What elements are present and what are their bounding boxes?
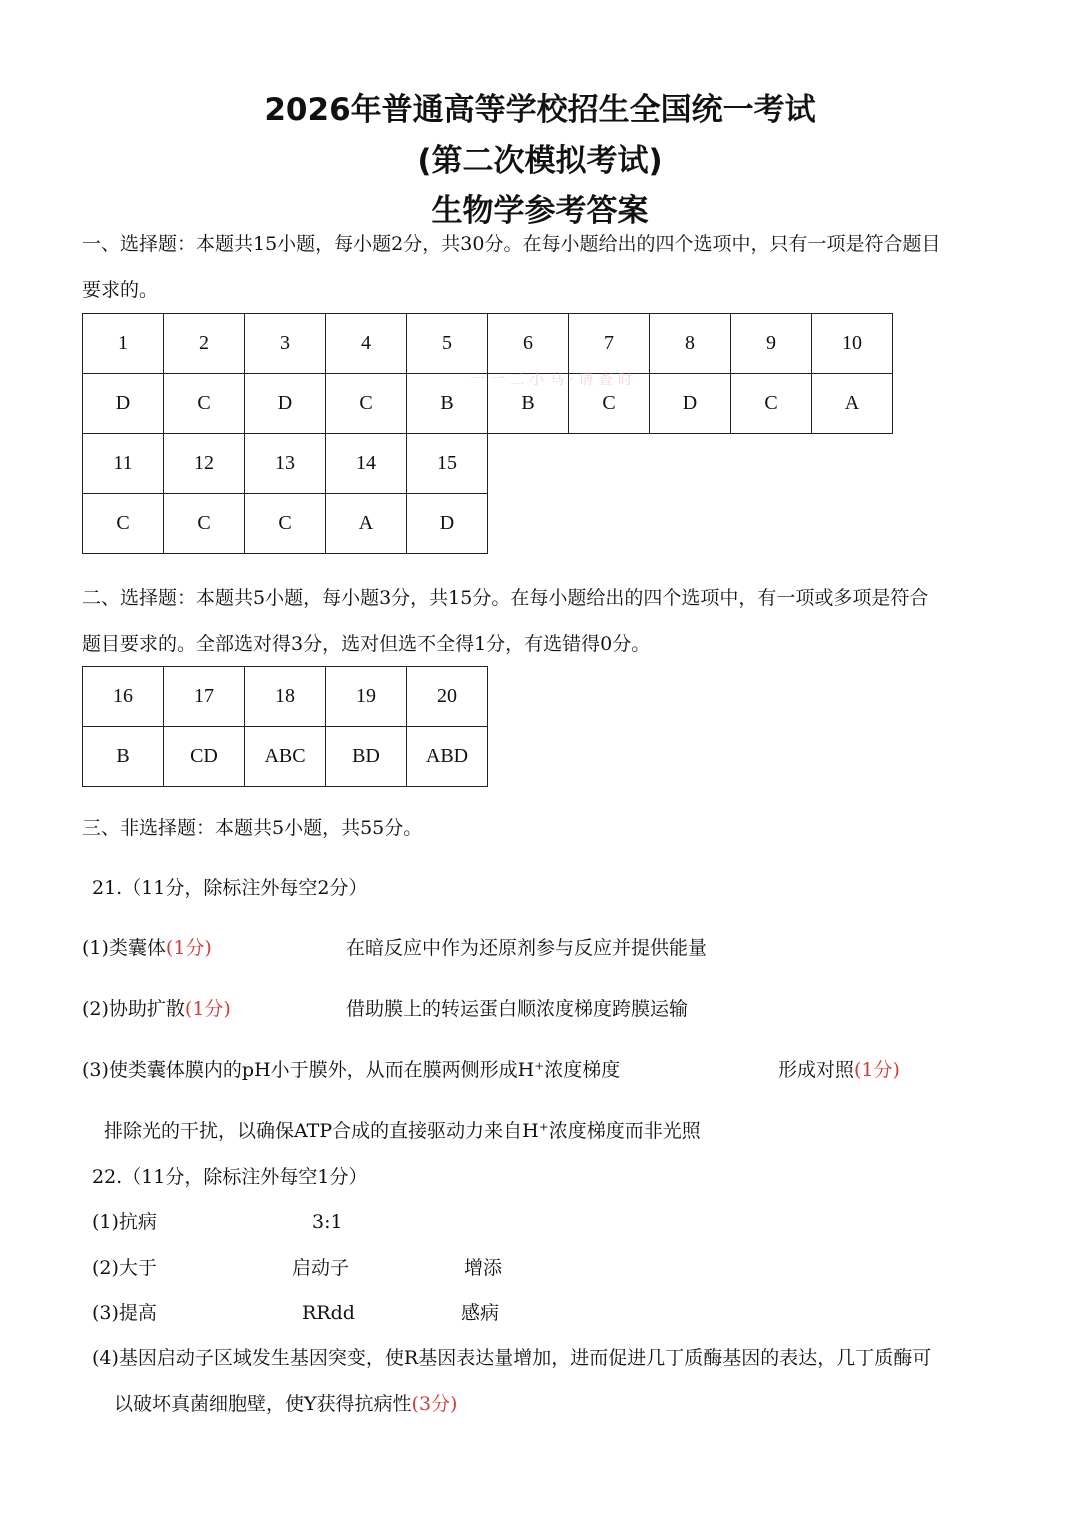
- answer-cell: BD: [326, 727, 407, 787]
- q22-part4-score: (3分): [411, 1393, 458, 1415]
- question-number: 16: [83, 667, 164, 727]
- section3-intro: 三、非选择题：本题共5小题，共55分。: [82, 817, 423, 839]
- question-number: 13: [245, 434, 326, 494]
- section1-intro-line1: 一、选择题：本题共15小题，每小题2分，共30分。在每小题给出的四个选项中，只有一项是符合题目: [82, 233, 941, 255]
- question-number: 11: [83, 434, 164, 494]
- q21-part2-explanation: 借助膜上的转运蛋白顺浓度梯度跨膜运输: [346, 998, 689, 1020]
- question-number: 18: [245, 667, 326, 727]
- title-line-2: (第二次模拟考试): [417, 143, 663, 179]
- question-number: 9: [731, 314, 812, 374]
- answer-cell: A: [812, 374, 893, 434]
- question-number: 5: [407, 314, 488, 374]
- q22-part4-line1: (4)基因启动子区域发生基因突变，使R基因表达量增加，进而促进几丁质酶基因的表达，几丁质酶可: [92, 1347, 932, 1369]
- q22-part2-answer-c: 增添: [464, 1257, 503, 1279]
- question-number: 19: [326, 667, 407, 727]
- q21-part2-score: (1分): [184, 998, 231, 1020]
- answer-cell: D: [245, 374, 326, 434]
- question-number: 3: [245, 314, 326, 374]
- answer-cell: CD: [164, 727, 245, 787]
- answer-cell: C: [245, 494, 326, 554]
- question-number: 14: [326, 434, 407, 494]
- question-number: 17: [164, 667, 245, 727]
- answer-cell: D: [83, 374, 164, 434]
- q22-part2-answer-a: (2)大于: [92, 1257, 157, 1279]
- question-number: 10: [812, 314, 893, 374]
- answer-cell: A: [326, 494, 407, 554]
- q21-header: 21.（11分，除标注外每空2分）: [92, 877, 368, 899]
- table-row: [83, 727, 488, 787]
- question-number: 4: [326, 314, 407, 374]
- question-number: 15: [407, 434, 488, 494]
- answer-cell: C: [164, 494, 245, 554]
- q21-part3-second: [778, 1057, 900, 1083]
- question-number: 20: [407, 667, 488, 727]
- title-line-1: 2026年普通高等学校招生全国统一考试: [264, 92, 816, 128]
- question-number: 2: [164, 314, 245, 374]
- answer-cell: C: [731, 374, 812, 434]
- q21-part1-explanation: 在暗反应中作为还原剂参与反应并提供能量: [346, 937, 708, 959]
- q22-part2-answer-b: 启动子: [292, 1257, 350, 1279]
- q22-part3-answer-b: RRdd: [302, 1302, 355, 1324]
- q22-part1-answer-b: 3:1: [312, 1211, 343, 1233]
- answer-cell: ABC: [245, 727, 326, 787]
- answer-cell: D: [407, 494, 488, 554]
- q22-header: 22.（11分，除标注外每空1分）: [92, 1166, 368, 1188]
- table-row: [83, 667, 488, 727]
- section1-intro-line2: 要求的。: [82, 279, 159, 301]
- q21-part2-term: (2)协助扩散: [82, 998, 185, 1020]
- q21-part3-answer: (3)使类囊体膜内的pH小于膜外，从而在膜两侧形成H⁺浓度梯度: [82, 1059, 621, 1081]
- q22-part4-text: 以破坏真菌细胞壁，使Y获得抗病性: [114, 1393, 412, 1415]
- question-number: 12: [164, 434, 245, 494]
- q22-part3-answer-a: (3)提高: [92, 1302, 157, 1324]
- table-row: [83, 494, 893, 554]
- q21-part3-score: (1分): [854, 1059, 900, 1081]
- question-number: 1: [83, 314, 164, 374]
- q21-part3-term: 形成对照: [778, 1059, 855, 1081]
- answer-cell: B: [488, 374, 569, 434]
- question-number: 6: [488, 314, 569, 374]
- q21-part3-explanation: 排除光的干扰，以确保ATP合成的直接驱动力来自H⁺浓度梯度而非光照: [104, 1120, 701, 1142]
- question-number: 7: [569, 314, 650, 374]
- section2-answer-table: [82, 666, 488, 787]
- q22-part1-answer-a: (1)抗病: [92, 1211, 157, 1233]
- watermark-text: 一 一 二 小 马 · 请 查 时: [470, 370, 633, 388]
- q21-part1-score: (1分): [165, 937, 212, 959]
- answer-cell: D: [650, 374, 731, 434]
- answer-cell: B: [83, 727, 164, 787]
- q21-part1-answer: [82, 935, 212, 961]
- section2-intro-line1: 二、选择题：本题共5小题，每小题3分，共15分。在每小题给出的四个选项中，有一项或多项是符合: [82, 587, 929, 609]
- title-line-3: 生物学参考答案: [431, 193, 649, 229]
- q22-part3-answer-c: 感病: [461, 1302, 500, 1324]
- q22-part4-line2: [114, 1391, 457, 1417]
- answer-cell: C: [164, 374, 245, 434]
- table-row: [83, 314, 893, 374]
- q21-part1-term: (1)类囊体: [82, 937, 166, 959]
- section1-answer-table: [82, 313, 893, 554]
- q21-part2-answer: [82, 996, 231, 1022]
- answer-cell: C: [326, 374, 407, 434]
- answer-cell: C: [83, 494, 164, 554]
- answer-cell: ABD: [407, 727, 488, 787]
- table-row: [83, 434, 893, 494]
- answer-cell: B: [407, 374, 488, 434]
- answer-cell: C: [569, 374, 650, 434]
- section2-intro-line2: 题目要求的。全部选对得3分，选对但选不全得1分，有选错得0分。: [82, 633, 651, 655]
- question-number: 8: [650, 314, 731, 374]
